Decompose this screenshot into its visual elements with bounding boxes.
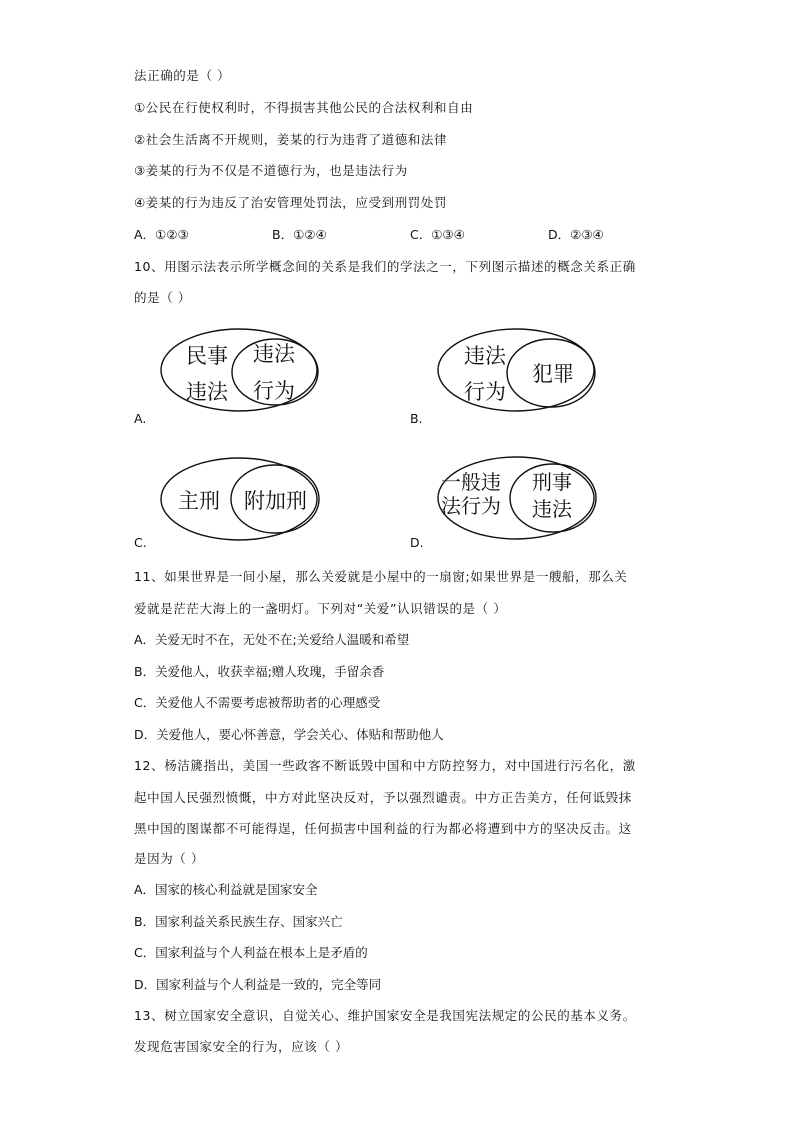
- diagram-b-label[interactable]: B.: [410, 411, 423, 426]
- q9-stem-tail: 法正确的是（ ）: [134, 68, 231, 83]
- q11-option-b[interactable]: B．关爱他人，收获幸福;赠人玫瑰，手留余香: [134, 664, 385, 679]
- q9-option-b[interactable]: B．①②④: [272, 227, 327, 242]
- diagram-d-outer-text-2: 法行为: [441, 494, 501, 518]
- diagram-d-inner-text-2: 违法: [532, 497, 572, 521]
- q13-stem-line-1: 13、树立国家安全意识，自觉关心、维护国家安全是我国宪法规定的公民的基本义务。: [134, 1008, 636, 1023]
- q12-stem-line-4: 是因为（ ）: [134, 851, 205, 866]
- q12-option-a[interactable]: A．国家的核心利益就是国家安全: [134, 882, 318, 897]
- diagram-d-inner-text-1: 刑事: [532, 470, 572, 494]
- diagram-a-label[interactable]: A.: [134, 411, 147, 426]
- diagram-a-outer-text-2: 违法: [186, 380, 228, 404]
- q12-stem-line-2: 起中国人民强烈愤慨，中方对此坚决反对，予以强烈谴责。中方正告美方，任何诋毁抹: [134, 790, 632, 805]
- q12-option-b[interactable]: B．国家利益关系民族生存、国家兴亡: [134, 914, 343, 929]
- q11-stem-line-1: 11、如果世界是一间小屋，那么关爱就是小屋中的一扇窗;如果世界是一艘船，那么关: [134, 569, 628, 584]
- diagram-a-inner-text-2: 行为: [253, 379, 295, 403]
- q12-stem-line-3: 黑中国的图谋都不可能得逞，任何损害中国利益的行为都必将遭到中方的坚决反击。这: [134, 821, 632, 836]
- q12-stem-line-1: 12、杨洁篪指出，美国一些政客不断诋毁中国和中方防控努力，对中国进行污名化，激: [134, 758, 636, 773]
- q11-option-a[interactable]: A．关爱无时不在，无处不在;关爱给人温暖和希望: [134, 632, 410, 647]
- diagram-b-inner-text: 犯罪: [532, 362, 574, 386]
- diagram-b-outer-text-2: 行为: [464, 380, 506, 404]
- q10-stem-line-1: 10、用图示法表示所学概念间的关系是我们的学法之一，下列图示描述的概念关系正确: [134, 259, 636, 274]
- q9-option-a[interactable]: A．①②③: [134, 227, 189, 242]
- q12-option-d[interactable]: D．国家利益与个人利益是一致的，完全等同: [134, 977, 382, 992]
- q9-statement-1: ①公民在行使权利时，不得损害其他公民的合法权利和自由: [134, 100, 474, 115]
- q9-option-c[interactable]: C．①③④: [410, 227, 465, 242]
- diagram-c-outer-text: 主刑: [178, 489, 220, 513]
- q11-option-c[interactable]: C．关爱他人不需要考虑被帮助者的心理感受: [134, 695, 381, 710]
- q9-statement-4: ④姜某的行为违反了治安管理处罚法，应受到刑罚处罚: [134, 195, 448, 210]
- diagram-d-outer-text-1: 一般违: [441, 470, 501, 494]
- q11-option-d[interactable]: D．关爱他人，要心怀善意，学会关心、体贴和帮助他人: [134, 727, 444, 742]
- q11-stem-line-2: 爱就是茫茫大海上的一盏明灯。下列对“关爱”认识错误的是（ ）: [134, 601, 507, 616]
- diagram-a[interactable]: [160, 328, 322, 412]
- diagram-a-outer-text-1: 民事: [186, 344, 228, 368]
- diagram-b-outer-text-1: 违法: [464, 344, 506, 368]
- diagram-d[interactable]: [437, 456, 599, 540]
- diagram-a-inner-text-1: 违法: [253, 342, 295, 366]
- q10-stem-line-2: 的是（ ）: [134, 290, 191, 305]
- diagram-c[interactable]: [160, 457, 322, 541]
- diagram-b[interactable]: [437, 328, 599, 412]
- q9-option-d[interactable]: D．②③④: [548, 227, 604, 242]
- q9-statement-3: ③姜某的行为不仅是不道德行为，也是违法行为: [134, 163, 408, 178]
- diagram-d-label[interactable]: D.: [410, 535, 424, 550]
- diagram-c-label[interactable]: C.: [134, 535, 147, 550]
- diagram-c-inner-text: 附加刑: [244, 489, 307, 513]
- q13-stem-line-2: 发现危害国家安全的行为，应该（ ）: [134, 1039, 349, 1054]
- q9-statement-2: ②社会生活离不开规则，姜某的行为违背了道德和法律: [134, 132, 448, 147]
- q12-option-c[interactable]: C．国家利益与个人利益在根本上是矛盾的: [134, 945, 368, 960]
